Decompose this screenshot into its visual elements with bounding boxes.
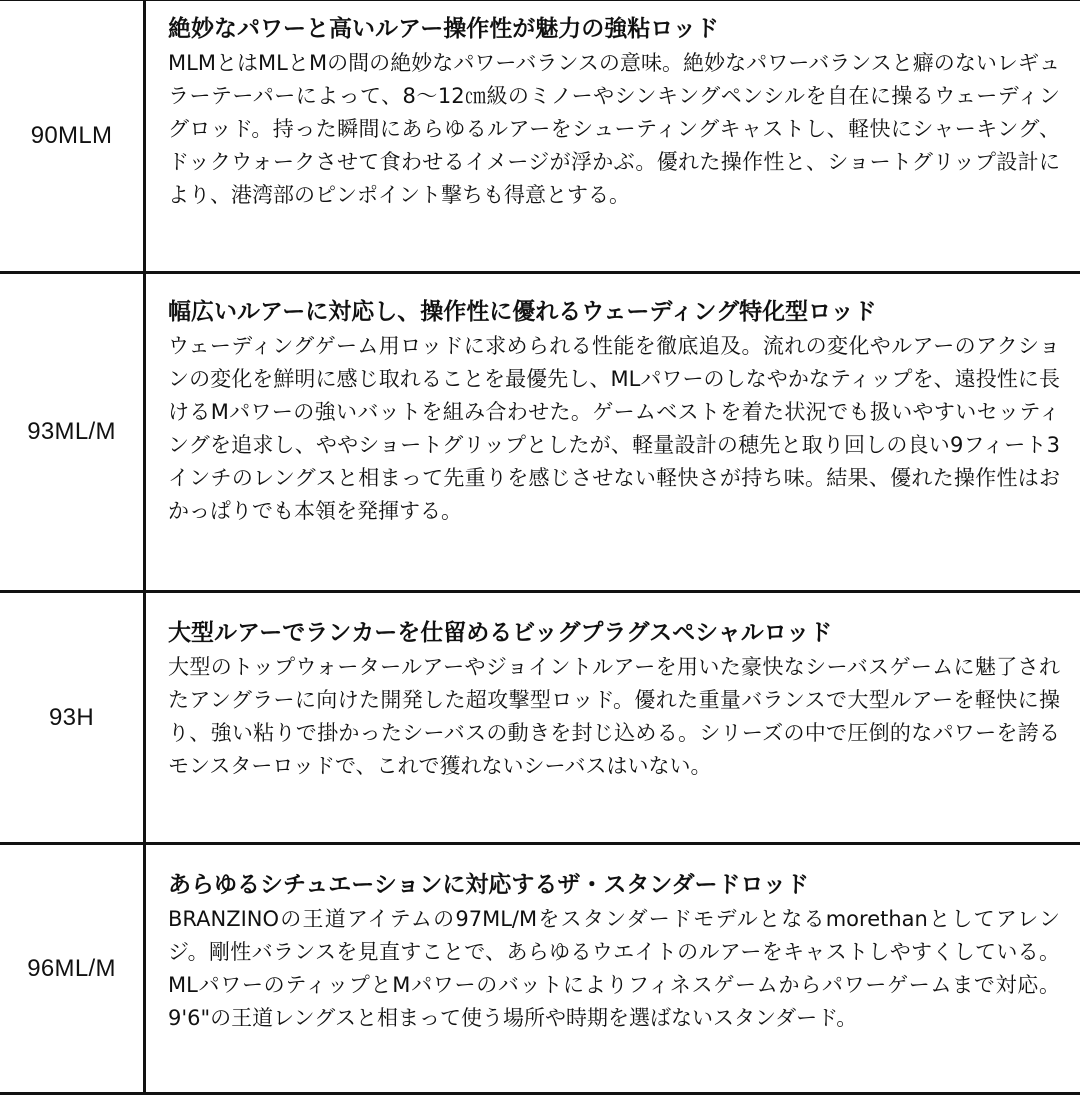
description-cell [146,845,1080,1092]
description-body: 大型のトップウォータールアーやジョイントルアーを用いた豪快なシーバスゲームに魅了されたアングラーに向けた開発した超攻撃型ロッド。優れた重量バランスで大型ルアーを軽快に操り、強い粘りで掛かったシーバスの動きを封じ込める。シリーズの中で圧倒的なパワーを誇るモンスターロッドで、これで獲れないシーバスはいない。 [168,655,1060,778]
description-cell [146,593,1080,842]
model-cell [0,274,146,590]
model-name: 93H [49,703,94,731]
model-name: 93ML/M [27,418,116,445]
description-cell [146,1,1080,271]
description-heading: 幅広いルアーに対応し、操作性に優れるウェーディング特化型ロッド [168,299,877,325]
table-row [0,845,1080,1095]
model-cell [0,845,146,1092]
description-body: BRANZINOの王道アイテムの97ML/Mをスタンダードモデルとなるmorethanとしてアレンジ。剛性バランスを見直すことで、あらゆるウエイトのルアーをキャストしやすくしている。MLパワーのティップとMパワーのバットによりフィネスゲームからパワーゲームまで対応。9'6"の王道レングスと相まって使う場所や時期を選ばないスタンダード。 [168,907,1060,1030]
table-row [0,1,1080,274]
model-cell [0,1,146,271]
description-body: MLMとはMLとMの間の絶妙なパワーバランスの意味。絶妙なパワーバランスと癖のないレギュラーテーパーによって、8〜12㎝級のミノーやシンキングペンシルを自在に操るウェーディングロッド。持った瞬間にあらゆるルアーをシューティングキャストし、軽快にシャーキング、ドックウォークさせて食わせるイメージが浮かぶ。優れた操作性と、ショートグリップ設計により、港湾部のピンポイント撃ちも得意とする。 [168,51,1060,207]
description-heading: 大型ルアーでランカーを仕留めるビッグプラグスペシャルロッド [168,620,833,646]
description-cell [146,274,1080,590]
model-name: 90MLM [30,122,113,149]
model-cell [0,593,146,842]
description-heading: あらゆるシチュエーションに対応するザ・スタンダードロッド [168,872,810,898]
model-name: 96ML/M [27,954,116,982]
description-body: ウェーディングゲーム用ロッドに求められる性能を徹底追及。流れの変化やルアーのアクションの変化を鮮明に感じ取れることを最優先し、MLパワーのしなやかなティップを、遠投性に長けるMパワーの強いバットを組み合わせた。ゲームベストを着た状況でも扱いやすいセッティングを追求し、ややショートグリップとしたが、軽量設計の穂先と取り回しの良い9フィート3インチのレングスと相まって先重りを感じさせない軽快さが持ち味。結果、優れた操作性はおかっぱりでも本領を発揮する。 [168,334,1060,523]
table-row [0,593,1080,845]
table-row [0,274,1080,593]
description-heading: 絶妙なパワーと高いルアー操作性が魅力の強粘ロッド [168,16,719,42]
